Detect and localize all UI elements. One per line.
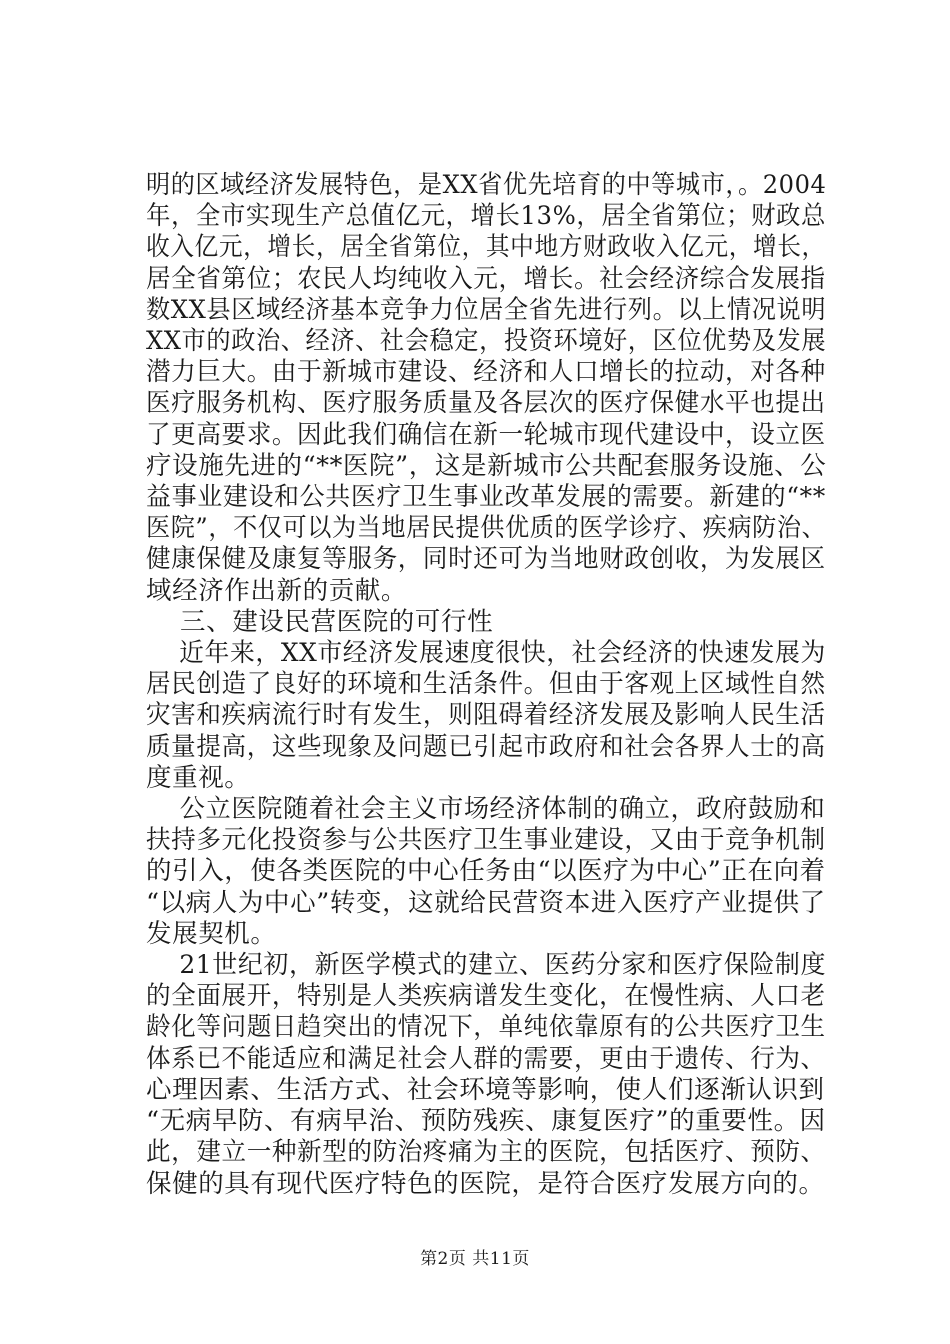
text-line: 发展契机。: [146, 918, 277, 949]
paragraph: [146, 825, 826, 950]
text-line: 医疗服务机构、医疗服务质量及各层次的医疗保健水平也提出: [146, 388, 826, 419]
text-line: 潜力巨大。由于新城市建设、经济和人口增长的拉动，对各种: [146, 357, 826, 388]
paragraph: [146, 794, 826, 825]
text-line: 三、建设民营医院的可行性: [180, 606, 494, 637]
text-line: 的全面展开，特别是人类疾病谱发生变化，在慢性病、人口老: [146, 981, 826, 1012]
text-line: 公立医院随着社会主义市场经济体制的确立，政府鼓励和: [179, 794, 826, 825]
text-line: 健康保健及康复等服务，同时还可为当地财政创收，为发展区: [146, 544, 826, 575]
document-body: [146, 170, 826, 1200]
text-line: XX市的政治、经济、社会稳定，投资环境好，区位优势及发展: [146, 326, 827, 357]
text-line: 体系已不能适应和满足社会人群的需要，更由于遗传、行为、: [146, 1043, 826, 1074]
text-line: 心理因素、生活方式、社会环境等影响，使人们逐渐认识到: [146, 1074, 825, 1105]
text-line: 此，建立一种新型的防治疼痛为主的医院，包括医疗、预防、: [146, 1137, 826, 1168]
text-line: 保健的具有现代医疗特色的医院，是符合医疗发展方向的。: [146, 1168, 825, 1199]
text-line: 居全省第位；农民人均纯收入元，增长。社会经济综合发展指: [146, 263, 826, 294]
text-line: 益事业建设和公共医疗卫生事业改革发展的需要。新建的“**: [146, 482, 826, 513]
text-line: 域经济作出新的贡献。: [146, 575, 408, 606]
text-line: 度重视。: [146, 762, 251, 793]
text-line: 医院”，不仅可以为当地居民提供优质的医学诊疗、疾病防治、: [146, 513, 827, 544]
paragraph: [146, 981, 826, 1199]
paragraph: [146, 669, 826, 794]
paragraph: [146, 950, 826, 981]
page-footer: 第2页 共11页: [420, 1249, 530, 1269]
text-line: 了更高要求。因此我们确信在新一轮城市现代建设中，设立医: [146, 419, 826, 450]
text-line: 龄化等问题日趋突出的情况下，单纯依靠原有的公共医疗卫生: [146, 1012, 826, 1043]
text-line: 灾害和疾病流行时有发生，则阻碍着经济发展及影响人民生活: [146, 700, 826, 731]
text-line: 居民创造了良好的环境和生活条件。但由于客观上区域性自然: [146, 669, 826, 700]
paragraph: [146, 170, 826, 607]
text-line: 扶持多元化投资参与公共医疗卫生事业建设，又由于竞争机制: [146, 825, 826, 856]
paragraph: [146, 638, 826, 669]
text-line: 近年来，XX市经济发展速度很快，社会经济的快速发展为: [179, 638, 826, 669]
text-line: 数XX县区域经济基本竞争力位居全省先进行列。以上情况说明: [146, 294, 827, 325]
text-line: “无病早防、有病早治、预防残疾、康复医疗”的重要性。因: [146, 1106, 826, 1137]
text-line: 明的区域经济发展特色，是XX省优先培育的中等城市，。2004: [146, 170, 827, 200]
text-line: 21世纪初，新医学模式的建立、医药分家和医疗保险制度: [179, 950, 827, 981]
text-line: 收入亿元，增长，居全省第位，其中地方财政收入亿元，增长，: [146, 232, 826, 263]
text-line: 疗设施先进的“**医院”，这是新城市公共配套服务设施、公: [146, 450, 827, 481]
paragraph: [146, 607, 826, 638]
text-line: 年，全市实现生产总值亿元，增长13%，居全省第位；财政总: [146, 201, 826, 232]
text-line: 质量提高，这些现象及问题已引起市政府和社会各界人士的高: [146, 731, 826, 762]
text-line: 的引入，使各类医院的中心任务由“以医疗为中心”正在向着: [146, 856, 826, 887]
text-line: “以病人为中心”转变，这就给民营资本进入医疗产业提供了: [146, 887, 826, 918]
